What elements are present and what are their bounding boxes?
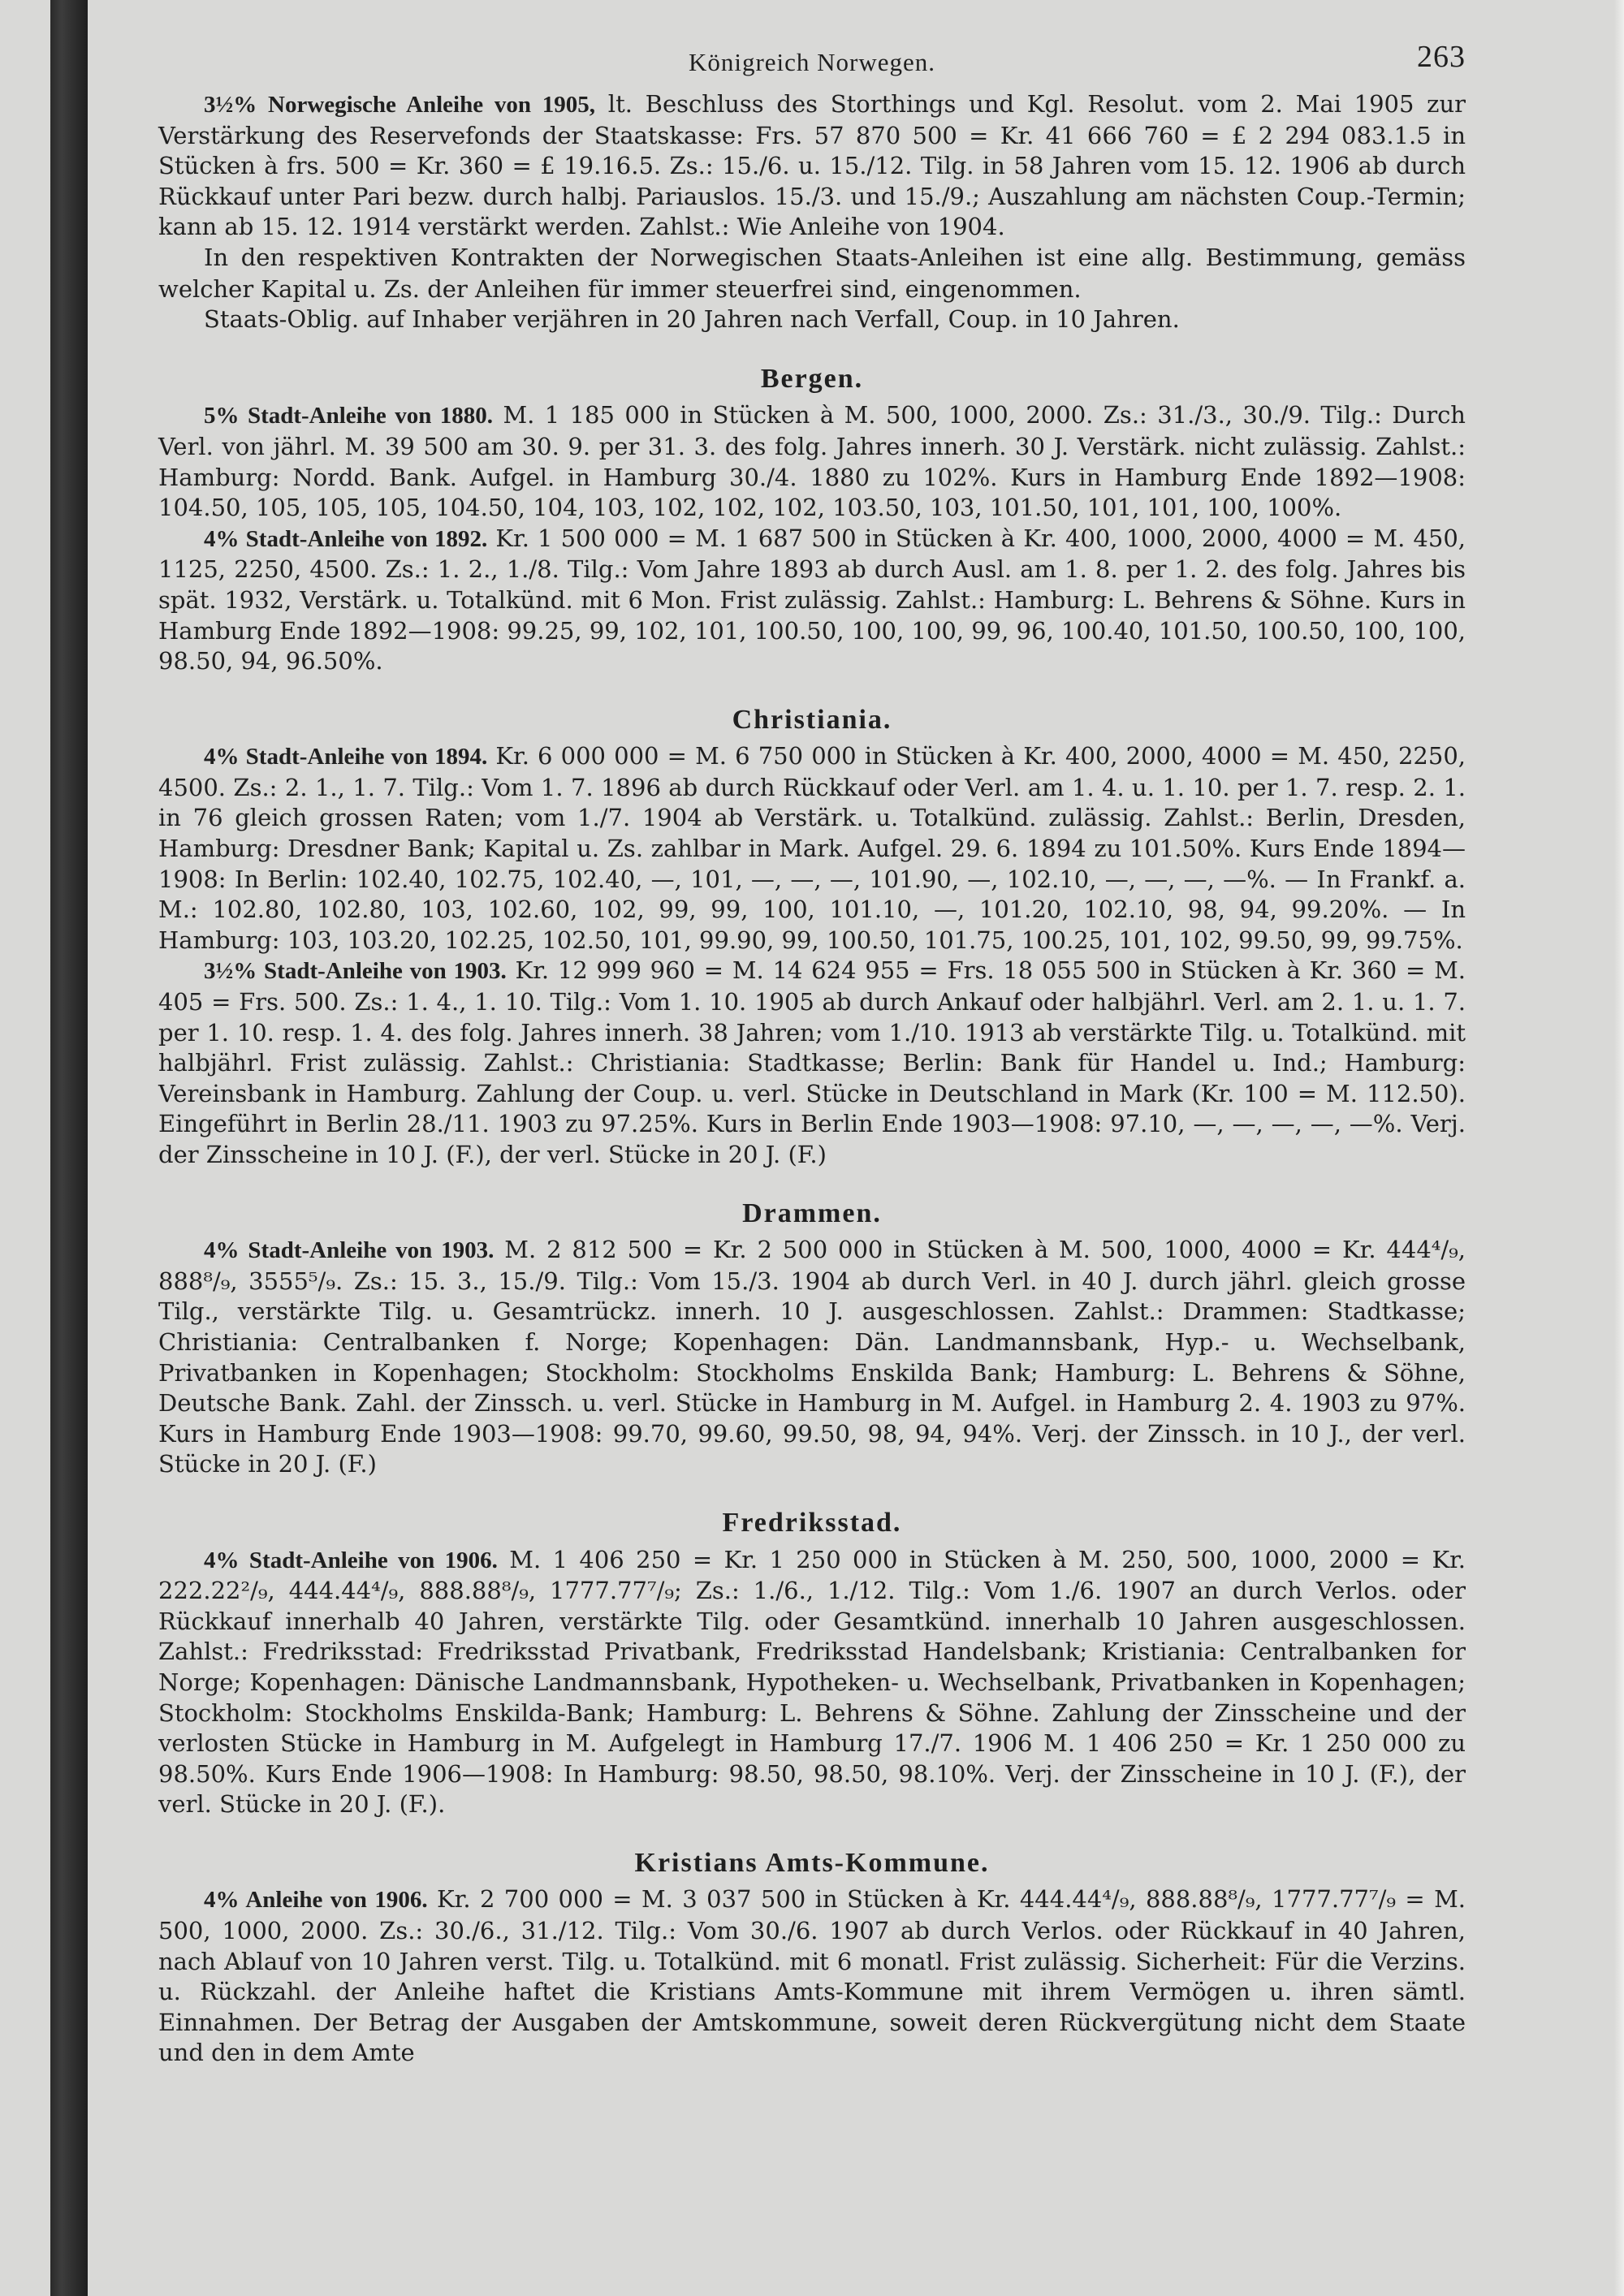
entry-paragraph [158, 304, 1466, 336]
entry-text: Kr. 6 000 000 = M. 6 750 000 in Stücken à Kr. 400, 2000, 4000 = M. 450, 2250, 4500. Zs.: 2. 1., 1. 7. Tilg.: Vom 1. 7. 1896 ab durch Rückkauf oder Verl. am 1. 4. u. 1. 10. per 1. 7. resp. 2. 1. in 76 gleich grossen Raten; vom 1./7. 1904 ab Verstärk. u. Totalkünd. zulässig. Zahlst.: Berlin, Dresden, Hamburg: Dresdner Bank; Kapital u. Zs. zahlbar in Mark. Aufgel. 29. 6. 1894 zu 101.50%. Kurs Ende 1894—1908: In Berlin: 102.40, 102.75, 102.40, —, 101, —, —, —, 101.90, —, 102.10, —, —, —, —%. — In Frankf. a. M.: 102.80, 102.80, 103, 102.60, 102, 99, 99, 100, 101.10, —, 101.20, 102.10, 98, 94, 99.20%. — In Hamburg: 103, 103.20, 102.25, 102.50, 101, 99.90, 99, 100.50, 101.75, 100.25, 101, 102, 99.50, 99, 99.75%. [158, 742, 1466, 954]
entry-text: Kr. 12 999 960 = M. 14 624 955 = Frs. 18 055 500 in Stücken à Kr. 360 = M. 405 = Frs. 500. Zs.: 1. 4., 1. 10. Tilg.: Vom 1. 10. 1905 ab durch Ankauf oder halbjährl. Verl. am 2. 1. u. 1. 7. per 1. 10. resp. 1. 4. des folg. Jahres innerh. 38 Jahren; vom 1./10. 1913 ab verstärkte Tilg. u. Totalkünd. mit halbjährl. Frist zulässig. Zahlst.: Christiania: Stadtkasse; Berlin: Bank für Handel u. Ind.; Hamburg: Vereinsbank in Hamburg. Zahlung der Coup. u. verl. Stücke in Deutschland in Mark (Kr. 100 = M. 112.50). Eingeführt in Berlin 28./11. 1903 zu 97.25%. Kurs in Berlin Ende 1903—1908: 97.10, —, —, —, —, —%. Verj. der Zinsscheine in 10 J. (F.), der verl. Stücke in 20 J. (F.) [158, 956, 1466, 1168]
entry-lead: 3½% Norwegische Anleihe von 1905, [204, 92, 596, 118]
section-christiania [158, 705, 1466, 1171]
entry-paragraph [158, 243, 1466, 304]
entry-lead: 4% Stadt-Anleihe von 1903. [204, 1237, 495, 1264]
section-drammen [158, 1198, 1466, 1480]
entry-lead: 4% Stadt-Anleihe von 1894. [204, 744, 488, 770]
entry-paragraph [158, 956, 1466, 1170]
entry-text: In den respektiven Kontrakten der Norwegischen Staats-Anleihen ist eine allg. Bestimmung, gemäss welcher Kapital u. Zs. der Anleihen für immer steuerfrei sind, eingenommen. [158, 243, 1466, 303]
entry-text: Kr. 1 500 000 = M. 1 687 500 in Stücken à Kr. 400, 1000, 2000, 4000 = M. 450, 1125, 2250, 4500. Zs.: 1. 2., 1./8. Tilg.: Vom Jahre 1893 ab durch Ausl. am 1. 8. per 1. 2. des folg. Jahres bis spät. 1932, Verstärk. u. Totalkünd. mit 6 Mon. Frist zulässig. Zahlst.: Hamburg: L. Behrens & Söhne. Kurs in Hamburg Ende 1892—1908: 99.25, 99, 102, 101, 100.50, 100, 100, 99, 96, 100.40, 101.50, 100.50, 100, 100, 98.50, 94, 96.50%. [158, 524, 1466, 675]
page-number: 263 [1417, 40, 1466, 74]
running-head-title: Königreich Norwegen. [688, 48, 936, 76]
entry-paragraph [158, 1235, 1466, 1480]
entry-paragraph [158, 89, 1466, 243]
section-heading: Kristians Amts-Kommune. [634, 1847, 990, 1878]
entry-text: Staats-Oblig. auf Inhaber verjähren in 20 Jahren nach Verfall, Coup. in 10 Jahren. [204, 305, 1180, 334]
entry-text: lt. Beschluss des Storthings und Kgl. Resolut. vom 2. Mai 1905 zur Verstärkung des Reservefonds der Staatskasse: Frs. 57 870 500 = Kr. 41 666 760 = £ 2 294 083.1.5 in Stücken à frs. 500 = Kr. 360 = £ 19.16.5. Zs.: 15./6. u. 15./12. Tilg. in 58 Jahren vom 15. 12. 1906 ab durch Rückkauf unter Pari bezw. durch halbj. Pariauslos. 15./3. und 15./9.; Auszahlung am nächsten Coup.-Termin; kann ab 15. 12. 1914 verstärkt werden. Zahlst.: Wie Anleihe von 1904. [158, 90, 1466, 241]
entry-paragraph [158, 741, 1466, 956]
entry-lead: 4% Anleihe von 1906. [204, 1887, 428, 1914]
section-norwegen [158, 89, 1466, 336]
entry-text: M. 2 812 500 = Kr. 2 500 000 in Stücken à M. 500, 1000, 4000 = Kr. 444⁴/₉, 888⁸/₉, 3555⁵/₉. Zs.: 15. 3., 15./9. Tilg.: Vom 15./3. 1904 ab durch Verl. in 40 J. durch jährl. gleich grosse Tilg., verstärkte Tilg. u. Gesamtrückz. innerh. 10 J. ausgeschlossen. Zahlst.: Drammen: Stadtkasse; Christiania: Centralbanken f. Norge; Kopenhagen: Dän. Landmannsbank, Hyp.- u. Wechselbank, Privatbanken in Kopenhagen; Stockholm: Stockholms Enskilda Bank; Hamburg: L. Behrens & Söhne, Deutsche Bank. Zahl. der Zinssch. u. verl. Stücke in Hamburg in M. Aufgel. in Hamburg 2. 4. 1903 zu 97%. Kurs in Hamburg Ende 1903—1908: 99.70, 99.60, 99.50, 98, 94, 94%. Verj. der Zinssch. in 10 J., der verl. Stücke in 20 J. (F.) [158, 1236, 1466, 1478]
section-heading: Christiania. [732, 704, 892, 735]
section-heading: Bergen. [760, 363, 864, 394]
scan-binding-edge [50, 0, 88, 2296]
entry-paragraph [158, 524, 1466, 677]
document-page [158, 39, 1466, 2069]
entry-lead: 4% Stadt-Anleihe von 1906. [204, 1547, 498, 1573]
section-bergen [158, 364, 1466, 677]
section-fredriksstad [158, 1508, 1466, 1820]
entry-text: M. 1 406 250 = Kr. 1 250 000 in Stücken à M. 250, 500, 1000, 2000 = Kr. 222.22²/₉, 444.44⁴/₉, 888.88⁸/₉, 1777.77⁷/₉; Zs.: 1./6., 1./12. Tilg.: Vom 1./6. 1907 an durch Verlos. oder Rückkauf innerhalb 40 Jahren, verstärkte Tilg. oder Gesamtkünd. innerhalb 10 Jahren ausgeschlossen. Zahlst.: Fredriksstad: Fredriksstad Privatbank, Fredriksstad Handelsbank; Kristiania: Centralbanken for Norge; Kopenhagen: Dänische Landmannsbank, Hypotheken- u. Wechselbank, Privatbanken in Kopenhagen; Stockholm: Stockholms Enskilda-Bank; Hamburg: L. Behrens & Söhne. Zahlung der Zinsscheine und der verlosten Stücke in Hamburg in M. Aufgelegt in Hamburg 17./7. 1906 M. 1 406 250 = Kr. 1 250 000 zu 98.50%. Kurs Ende 1906—1908: In Hamburg: 98.50, 98.50, 98.10%. Verj. der Zinsscheine in 10 J. (F.), der verl. Stücke in 20 J. (F.). [158, 1545, 1466, 1819]
section-heading: Fredriksstad. [722, 1507, 902, 1538]
entry-lead: 3½% Stadt-Anleihe von 1903. [204, 958, 507, 985]
entry-paragraph [158, 400, 1466, 523]
section-kristians-amts-kommune [158, 1848, 1466, 2069]
running-head [158, 39, 1466, 89]
entry-text: Kr. 2 700 000 = M. 3 037 500 in Stücken à Kr. 444.44⁴/₉, 888.88⁸/₉, 1777.77⁷/₉ = M. 500, 1000, 2000. Zs.: 30./6., 31./12. Tilg.: Vom 30./6. 1907 ab durch Verlos. oder Rückkauf in 40 Jahren, nach Ablauf von 10 Jahren verst. Tilg. u. Totalkünd. mit 6 monatl. Frist zulässig. Sicherheit: Für die Verzins. u. Rückzahl. der Anleihe haftet die Kristians Amts-Kommune mit ihrem Vermögen u. ihren sämtl. Einnahmen. Der Betrag der Ausgaben der Amtskommune, soweit deren Rückvergütung nicht dem Staate und den in dem Amte [158, 1885, 1466, 2067]
section-heading: Drammen. [742, 1198, 882, 1228]
entry-paragraph [158, 1545, 1466, 1820]
entry-lead: 5% Stadt-Anleihe von 1880. [204, 403, 494, 429]
entry-text: M. 1 185 000 in Stücken à M. 500, 1000, 2000. Zs.: 31./3., 30./9. Tilg.: Durch Verl. von jährl. M. 39 500 am 30. 9. per 31. 3. des folg. Jahres innerh. 30 J. Verstärk. nicht zulässig. Zahlst.: Hamburg: Nordd. Bank. Aufgel. in Hamburg 30./4. 1880 zu 102%. Kurs in Hamburg Ende 1892—1908: 104.50, 105, 105, 105, 104.50, 104, 103, 102, 102, 102, 103.50, 103, 101.50, 101, 101, 100, 100%. [158, 401, 1466, 522]
entry-lead: 4% Stadt-Anleihe von 1892. [204, 525, 488, 552]
entry-paragraph [158, 1884, 1466, 2069]
scan-right-edge [1614, 0, 1624, 2296]
